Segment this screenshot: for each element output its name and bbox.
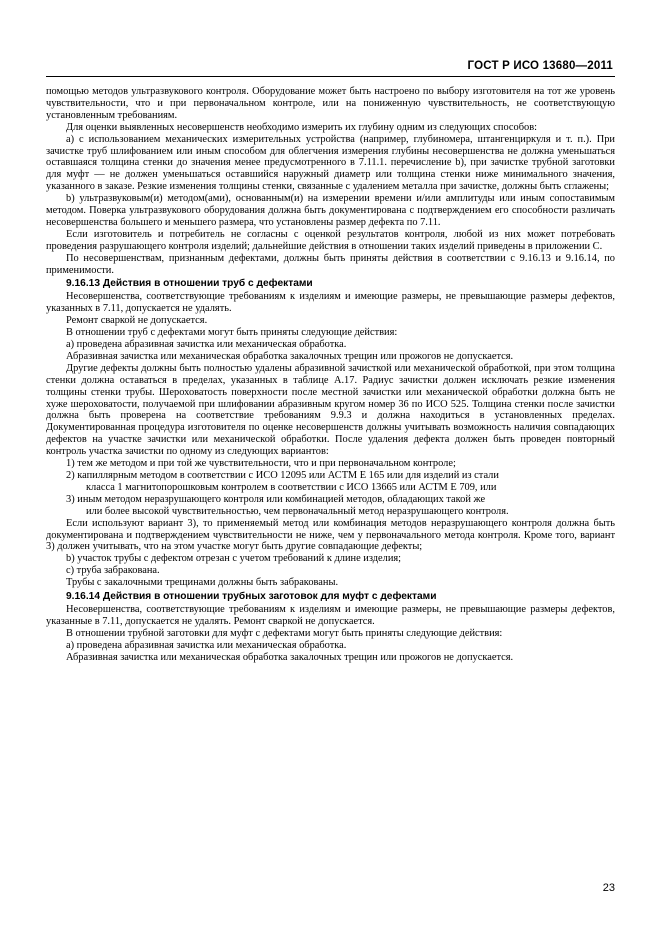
paragraph-item-b: b) участок трубы с дефектом отрезан с учетом требований к длине изделия; bbox=[66, 553, 402, 565]
page-header-standard-number: ГОСТ Р ИСО 13680—2011 bbox=[467, 60, 613, 72]
paragraph: помощью методов ультразвукового контроля. Оборудование может быть настроено по выбору изготовителя на тот же уровень чувствительности, что и при первоначальном контроле, или на пониженную чувствительность, не соответствующую установленным требованиям. bbox=[46, 86, 615, 121]
page-number: 23 bbox=[602, 882, 615, 894]
list-item-3: 3) иным методом неразрушающего контроля или комбинацией методов, обладающих такой же bbox=[66, 493, 486, 505]
paragraph-item-a: a) с использованием механических измерительных устройства (например, глубиномера, штангенциркуля и т. п.). При зачистке труб шлифованием или иным способом для облегчения измерения глубины несовершенства не должна уменьшаться оставшаяся толщина стенки до значения менее предусмотренного в 7.11.1. перечисление b), при зачистке трубной заготовки для муфт — не должен уменьшаться оставшийся наружный диаметр или толщина стенки ниже минимального значения, указанного в заказе. Резкие изменения толщины стенки, связанные с удалением металла при зачистке, должны быть сглажены; bbox=[46, 133, 615, 193]
paragraph-item-a: a) проведена абразивная зачистка или механическая обработка. bbox=[66, 639, 347, 651]
paragraph-item-c: c) труба забракована. bbox=[66, 565, 160, 577]
list-item-2-continuation: класса 1 магнитопорошковым контролем в соответствии с ИСО 13665 или АСТМ Е 709, или bbox=[86, 481, 497, 493]
paragraph: Абразивная зачистка или механическая обработка закалочных трещин или прожогов не допускается. bbox=[66, 651, 514, 663]
paragraph: Для оценки выявленных несовершенств необходимо измерить их глубину одним из следующих способов: bbox=[66, 121, 537, 133]
clause-heading-9-16-14: 9.16.14 Действия в отношении трубных заготовок для муфт с дефектами bbox=[66, 590, 437, 602]
paragraph: Несовершенства, соответствующие требованиям к изделиям и имеющие размеры, не превышающие размеры дефектов, указанных в 7.11, допускается не удалять. bbox=[46, 291, 615, 315]
paragraph: Несовершенства, соответствующие требованиям к изделиям и имеющие размеры, не превышающие размеры дефектов, указанные в 7.11, допускается не удалять. Ремонт сваркой не допускается. bbox=[46, 603, 615, 627]
document-body bbox=[46, 86, 615, 664]
paragraph: В отношении трубной заготовки для муфт с дефектами могут быть приняты следующие действия: bbox=[66, 627, 503, 639]
list-item-2: 2) капиллярным методом в соответствии с ИСО 12095 или АСТМ Е 165 или для изделий из стали bbox=[66, 470, 499, 481]
paragraph-item-b: b) ультразвуковым(и) методом(ами), основанным(и) на измерении времени и/или амплитуды или иным сопоставимым методом. Поверка ультразвукового оборудования должна быть документирована с подтверждением его способности различать несовершенства большего и меньшего размера, что установлены размер дефекта по 7.11. bbox=[46, 193, 615, 228]
paragraph: Другие дефекты должны быть полностью удалены абразивной зачисткой или механической обработкой, при этом толщина стенки должна оставаться в пределах, указанных в таблице А.17. Радиус зачистки должен исключать резкие изменения толщины стенки трубы. Шероховатость поверхности после местной зачистки или механической обработки должна быть не хуже шероховатости, получаемой при шлифовании абразивным кругом номер 36 по ИСО 525. Толщина стенки после зачистки должна быть проверена на соответствие требованиям 9.9.3 и должна находиться в установленных пределах. Документированная процедура изготовителя по оценке несовершенств должны учитывать возможность наличия совпадающих дефектов на участке зачистки или механической обработки. После удаления дефекта должен быть проведен повторный контроль участка зачистки по одному из следующих вариантов: bbox=[46, 362, 615, 458]
paragraph: В отношении труб с дефектами могут быть приняты следующие действия: bbox=[66, 327, 398, 339]
paragraph: Абразивная зачистка или механическая обработка закалочных трещин или прожогов не допускается. bbox=[66, 350, 514, 362]
list-item-3-continuation: или более высокой чувствительностью, чем первоначальный метод неразрушающего контроля. bbox=[86, 505, 509, 517]
list-item-1: 1) тем же методом и при той же чувствительности, что и при первоначальном контроле; bbox=[66, 458, 456, 470]
paragraph: Если изготовитель и потребитель не согласны с оценкой результатов контроля, любой из них может потребовать проведения разрушающего контроля изделий; дальнейшие действия в отношении таких изделий приведены в приложении С. bbox=[46, 228, 615, 252]
header-divider bbox=[46, 76, 615, 77]
paragraph-item-a: a) проведена абразивная зачистка или механическая обработка. bbox=[66, 339, 347, 351]
paragraph: Если используют вариант 3), то применяемый метод или комбинация методов неразрушающего контроля должна быть документирована и подтверждением чувствительности не ниже, чем у первоначального метода контроля. Кроме того, вариант 3) должен учитывать, что на этом участке могут быть другие совпадающие дефекты; bbox=[46, 517, 615, 553]
paragraph: Трубы с закалочными трещинами должны быть забракованы. bbox=[66, 577, 339, 589]
paragraph: По несовершенствам, признанным дефектами, должны быть приняты действия в соответствии с 9.16.13 и 9.16.14, по применимости. bbox=[46, 252, 615, 276]
clause-heading-9-16-13: 9.16.13 Действия в отношении труб с дефектами bbox=[66, 278, 313, 289]
paragraph: Ремонт сваркой не допускается. bbox=[66, 315, 208, 327]
